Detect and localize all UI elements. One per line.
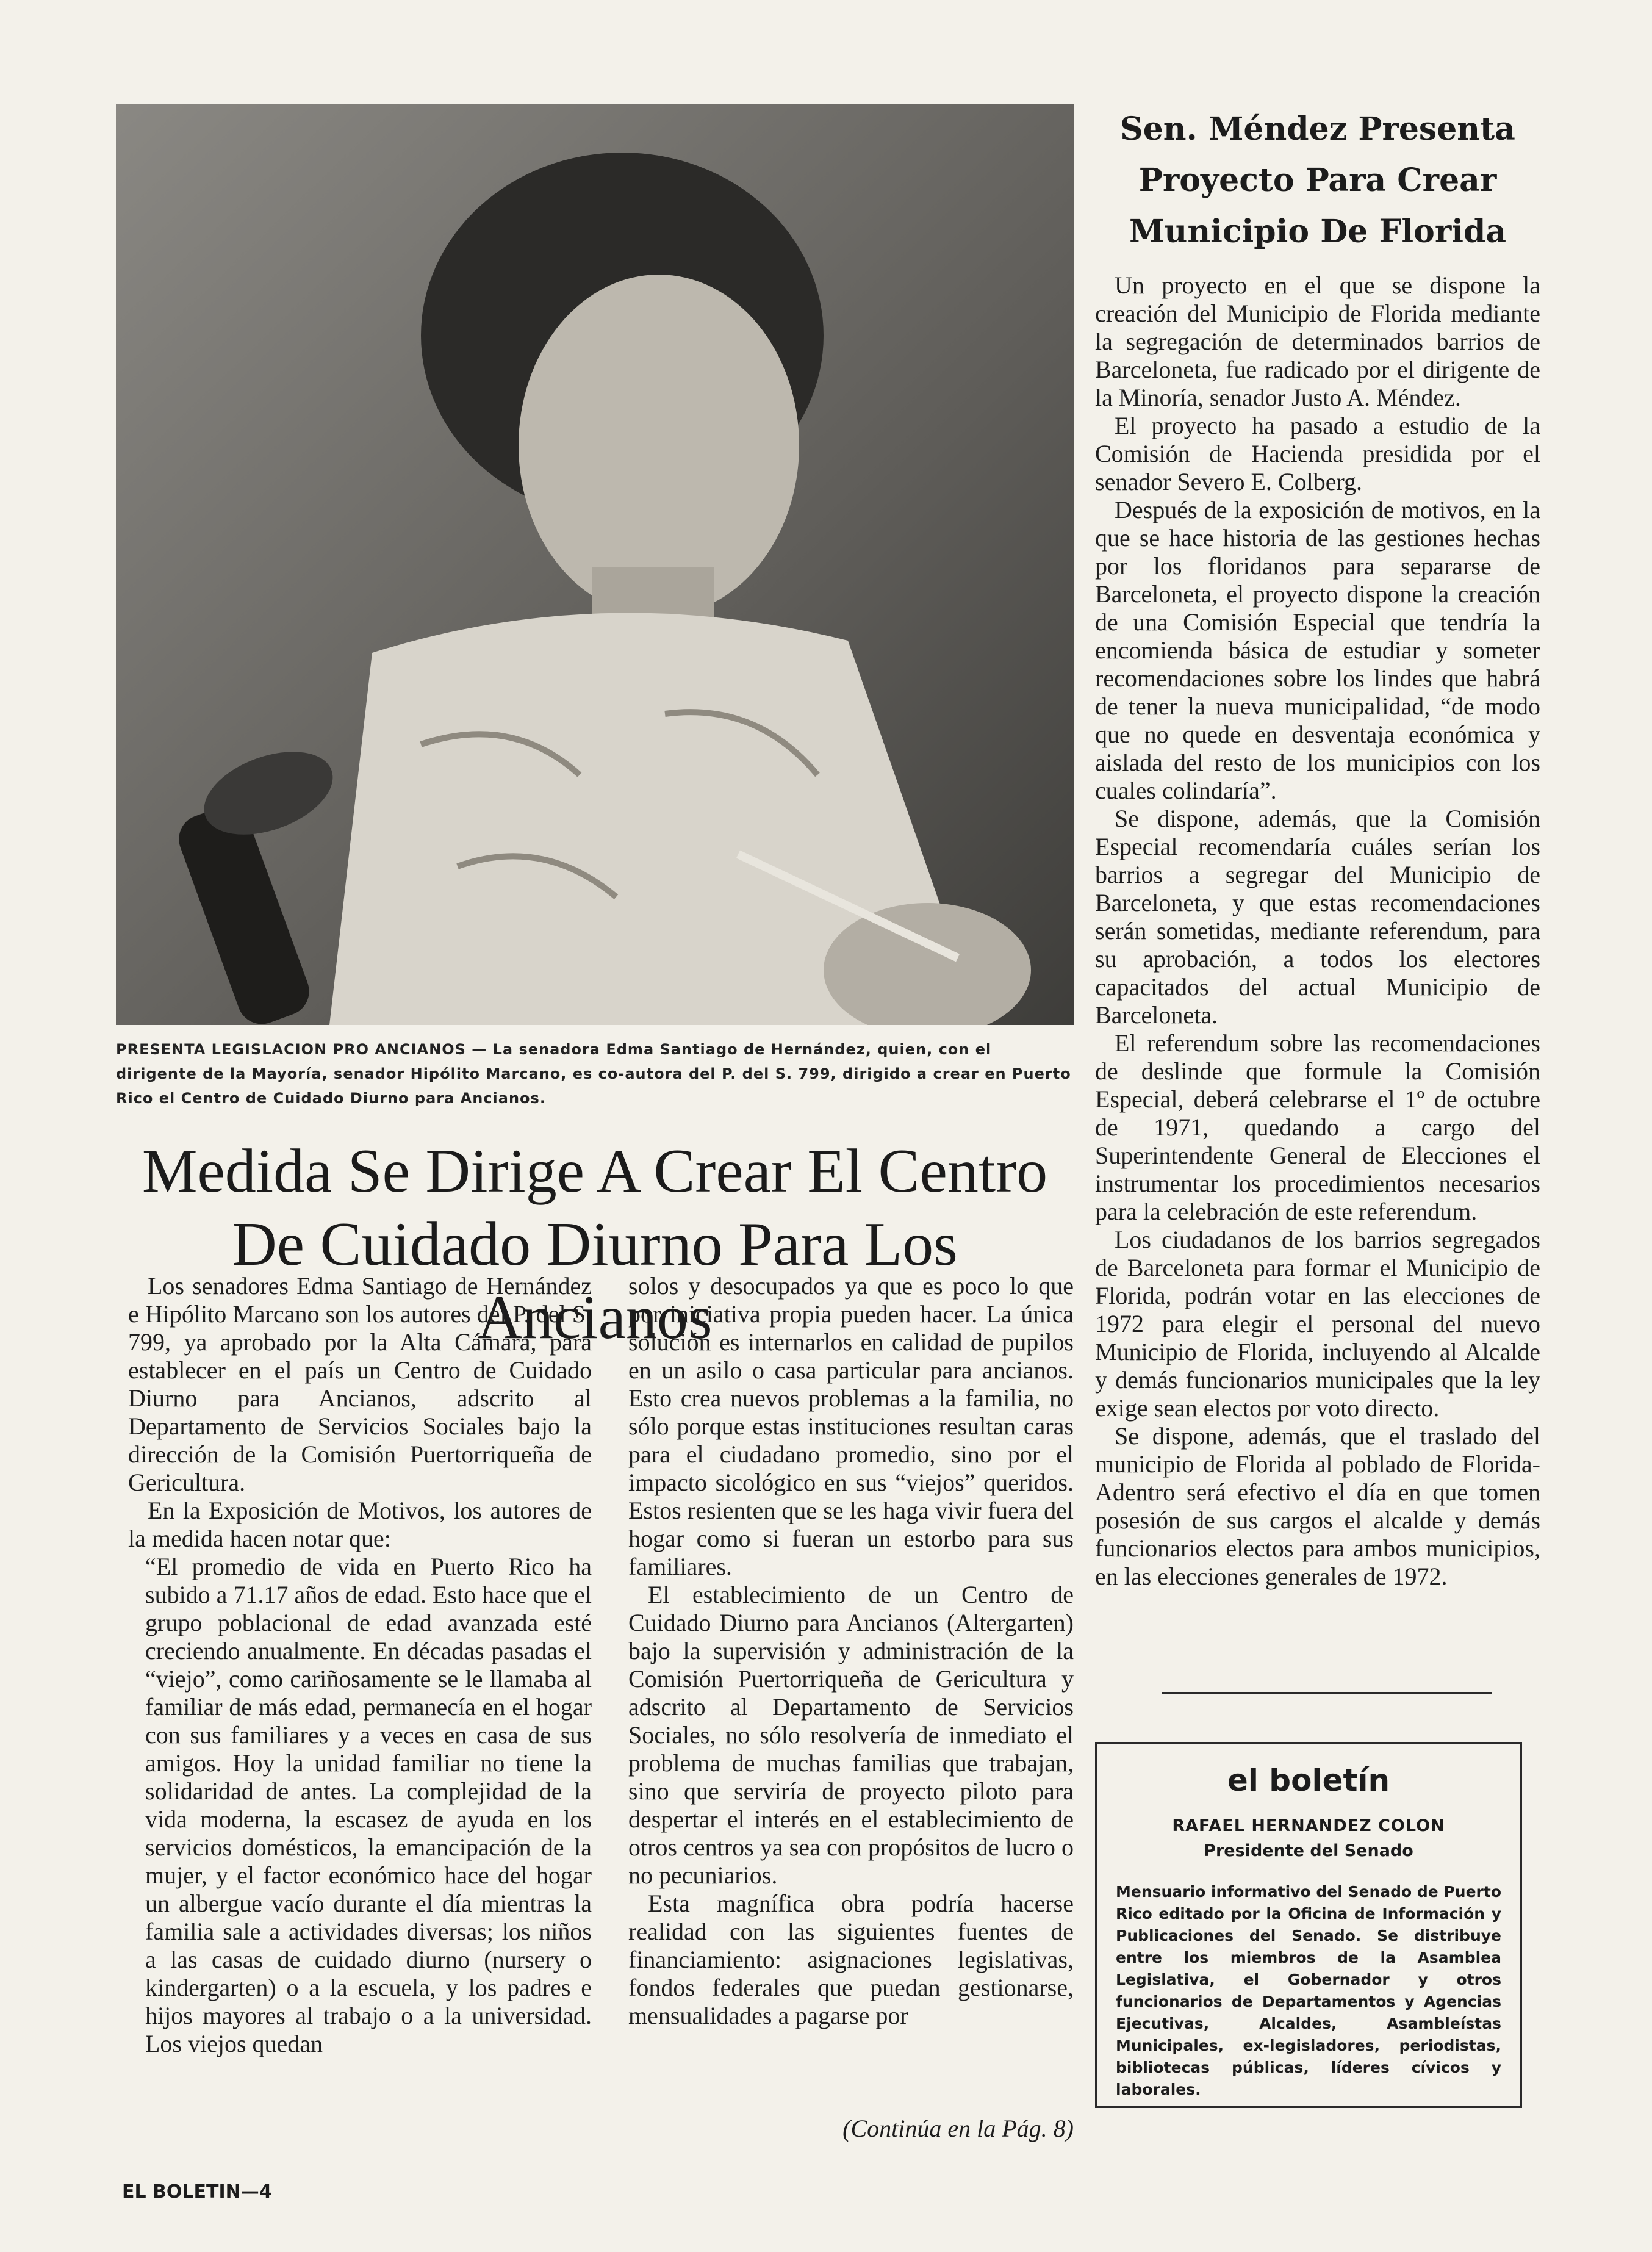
continued-note: (Continúa en la Pág. 8) bbox=[842, 2115, 1074, 2142]
masthead-box bbox=[1095, 1742, 1522, 2108]
masthead-title: el boletín bbox=[1227, 1763, 1390, 1798]
paragraph: En la Exposición de Motivos, los autores de la medida hacen notar que: bbox=[128, 1497, 592, 1552]
paragraph: Los senadores Edma Santiago de Hernández e Hipólito Marcano son los autores del P. del S. 799, ya aprobado por la Alta Cámara, para establecer en el país un Centro de Cuidado Diurno para Ancianos, adscrito al Departamento de Servicios Sociales bajo la dirección de la Comisión Puertorriqueña de Gericultura. bbox=[128, 1272, 592, 1496]
paragraph: El referendum sobre las recomendaciones de deslinde que formule la Comisión Especial, deberá celebrarse el 1º de octubre de 1971, quedando a cargo del Superintendente General de Elecciones el instrumentar los procedimientos necesarios para la celebración de este referendum. bbox=[1095, 1029, 1540, 1225]
side-article-title: Sen. Méndez Presenta Proyecto Para Crear Municipio De Florida bbox=[1120, 110, 1515, 250]
paragraph: Se dispone, además, que el traslado del municipio de Florida al poblado de Florida-Adentro será efectivo el día en que tomen posesión de sus cargos el alcalde y demás funcionarios electos para ambos municipios, en las elecciones generales de 1972. bbox=[1095, 1422, 1540, 1590]
masthead-role: Presidente del Senado bbox=[1204, 1841, 1413, 1860]
paragraph: El proyecto ha pasado a estudio de la Comisión de Hacienda presidida por el senador Severo E. Colberg. bbox=[1095, 412, 1540, 495]
paragraph: solos y desocupados ya que es poco lo que por iniciativa propia pueden hacer. La única solución es internarlos en calidad de pupilos en un asilo o casa particular para ancianos. Esto crea nuevos problemas a la familia, no sólo porque estas instituciones resultan caras para el ciudadano promedio, sino por el impacto sicológico en sus “viejos” queridos. Estos resienten que se les haga vivir fuera del hogar como si fueran un estorbo para sus familiares. bbox=[628, 1272, 1074, 1580]
paragraph: Después de la exposición de motivos, en la que se hace historia de las gestiones hechas por los floridanos para separarse de Barceloneta, el proyecto dispone la creación de una Comisión Especial que tendría la encomienda básica de estudiar y someter recomendaciones sobre los lindes que habrá de tener la nueva municipalidad, “de modo que no quede en desventaja económica y aislada del resto de los municipios con los cuales colindaría”. bbox=[1095, 496, 1540, 804]
portrait-illustration bbox=[116, 104, 1074, 1025]
paragraph: Se dispone, además, que la Comisión Especial recomendaría cuáles serían los barrios a segregar del Municipio de Barceloneta, y que estas recomendaciones serán sometidas, mediante referendum, para su aprobación, a todos los electores capacitados del actual Municipio de Barceloneta. bbox=[1095, 805, 1540, 1029]
main-article-column-2 bbox=[628, 1272, 1074, 2030]
quote-paragraph: “El promedio de vida en Puerto Rico ha subido a 71.17 años de edad. Esto hace que el grupo poblacional de edad avanzada esté creciendo anualmente. En décadas pasadas el “viejo”, como cariñosamente se le llamaba al familiar de más edad, permanecía en el hogar con sus familiares y a veces en casa de sus amigos. Hoy la unidad familiar no tiene la solidaridad de antes. La complejidad de la vida moderna, la escasez de ayuda en los servicios domésticos, la emancipación de la mujer, y el factor económico hace del hogar un albergue vacío durante el día mientras la familia sale a actividades diversas; los niños a las casas de cuidado diurno (nursery o kindergarten) o a la escuela, y los padres e hijos mayores al trabajo o a la universidad. Los viejos quedan bbox=[145, 1553, 592, 2057]
divider-rule bbox=[1162, 1692, 1492, 1694]
paragraph: El establecimiento de un Centro de Cuidado Diurno para Ancianos (Altergarten) bajo la supervisión y administración de la Comisión Puertorriqueña de Gericultura y adscrito al Departamento de Servicios Sociales, no sólo resolvería de inmediato el problema de muchas familias que trabajan, sino que serviría de proyecto piloto para despertar el interés en el establecimiento de otros centros ya sea con propósitos de lucro o no pecuniarios. bbox=[628, 1581, 1074, 1889]
paragraph: Esta magnífica obra podría hacerse realidad con las siguientes fuentes de financiamiento: asignaciones legislativas, fondos federales que puedan gestionarse, mensualidades a pagarse por bbox=[628, 1890, 1074, 2029]
headline-line-2: De Cuidado Diurno Para Los Ancianos bbox=[232, 1210, 958, 1352]
caption-text: — La senadora Edma Santiago de Hernández, quien, con el dirigente de la Mayoría, senador Hipólito Marcano, es co-autora del P. del S. 799, dirigido a crear en Puerto Rico el Centro de Cuidado Diurno para Ancianos. bbox=[116, 1041, 1071, 1107]
masthead-name: RAFAEL HERNANDEZ COLON bbox=[1172, 1816, 1445, 1835]
caption-lead: PRESENTA LEGISLACION PRO ANCIANOS bbox=[116, 1041, 466, 1058]
side-article-column bbox=[1095, 272, 1540, 1591]
main-article-column-1 bbox=[128, 1272, 592, 2058]
photo-caption bbox=[116, 1037, 1074, 1110]
senator-portrait-photo bbox=[116, 104, 1074, 1025]
paragraph: Un proyecto en el que se dispone la creación del Municipio de Florida mediante la segregación de determinados barrios de Barceloneta, fue radicado por el dirigente de la Minoría, senador Justo A. Méndez. bbox=[1095, 272, 1540, 411]
masthead-description: Mensuario informativo del Senado de Puerto Rico editado por la Oficina de Información y Publicaciones del Senado. Se distribuye entre los miembros de la Asamblea Legislativa, el Gobernador y otros funcionarios de Departamentos y Agencias Ejecutivas, Alcaldes, Asambleístas Municipales, ex-legisladores, periodistas, bibliotecas públicas, líderes cívicos y laborales. bbox=[1116, 1883, 1501, 2098]
headline-line-1: Medida Se Dirige A Crear El Centro bbox=[142, 1137, 1048, 1206]
paragraph: Los ciudadanos de los barrios segregados de Barceloneta para formar el Municipio de Florida, podrán votar en las elecciones de 1972 para elegir el personal del nuevo Municipio de Florida, incluyendo al Alcalde y demás funcionarios municipales que la ley exige sean electos por voto directo. bbox=[1095, 1226, 1540, 1422]
page-footer: EL BOLETIN—4 bbox=[122, 2181, 272, 2203]
